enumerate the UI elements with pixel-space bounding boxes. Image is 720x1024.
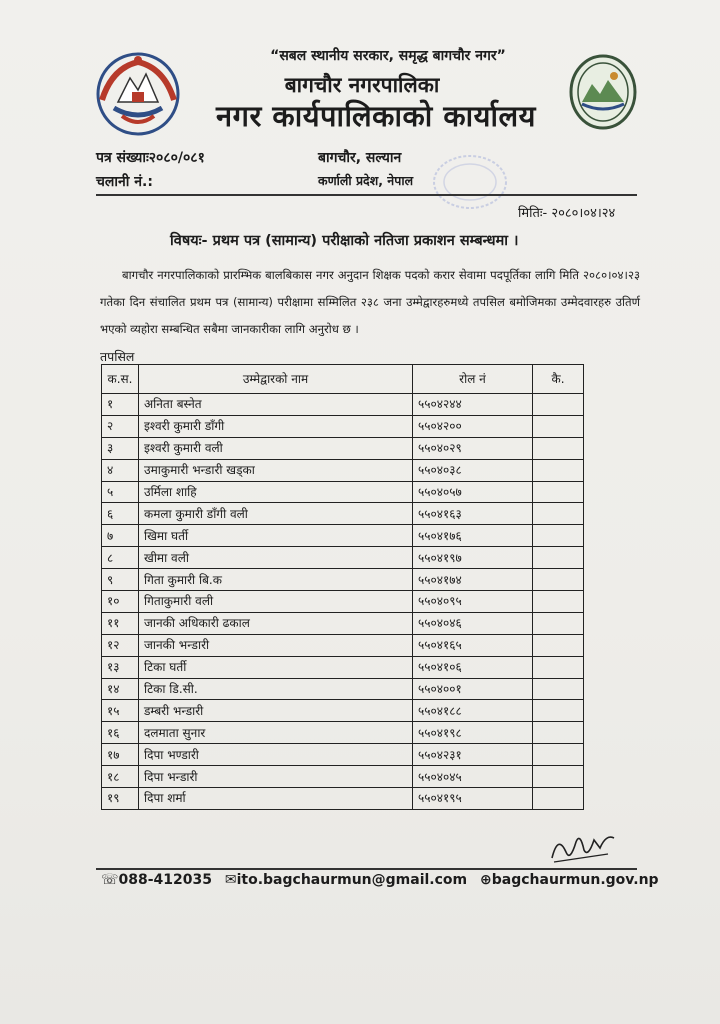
cell-name: दिपा भन्डारी: [139, 766, 413, 788]
cell-remark: [533, 612, 584, 634]
cell-remark: [533, 437, 584, 459]
place: बागचौर, सल्यान: [318, 150, 402, 166]
cell-name: दिपा भण्डारी: [139, 744, 413, 766]
cell-remark: [533, 459, 584, 481]
subject-line: विषयः- प्रथम पत्र (सामान्य) परीक्षाको नतिजा प्रकाशन सम्बन्धमा ।: [170, 233, 519, 249]
header-name: उम्मेद्वारको नाम: [139, 365, 413, 394]
table-row: [102, 678, 584, 700]
cell-remark: [533, 634, 584, 656]
letter-number: पत्र संख्याः२०८०/०८१: [96, 150, 205, 166]
cell-remark: [533, 678, 584, 700]
cell-roll: ५५०४२४४: [413, 394, 533, 416]
cell-roll: ५५०४०५७: [413, 481, 533, 503]
cell-roll: ५५०४०४५: [413, 766, 533, 788]
cell-roll: ५५०४१६३: [413, 503, 533, 525]
table-row: [102, 766, 584, 788]
cell-remark: [533, 525, 584, 547]
cell-serial: १७: [102, 744, 139, 766]
municipality-seal-icon: [568, 52, 638, 132]
slogan: “सबल स्थानीय सरकार, समृद्ध बागचौर नगर”: [270, 48, 506, 64]
cell-roll: ५५०४१७४: [413, 569, 533, 591]
cell-remark: [533, 394, 584, 416]
cell-serial: १५: [102, 700, 139, 722]
cell-roll: ५५०४०४६: [413, 612, 533, 634]
cell-roll: ५५०४००१: [413, 678, 533, 700]
cell-name: दिपा शर्मा: [139, 788, 413, 810]
cell-serial: १०: [102, 591, 139, 613]
office-stamp-icon: [430, 152, 510, 212]
body-text: बागचौर नगरपालिकाको प्रारम्भिक बालबिकास नगर अनुदान शिक्षक पदको करार सेवामा पदपूर्तिका लागि मिति २०८०।०४।२३ गतेका दिन संचालित प्रथम पत्र (सामान्य) परीक्षामा सम्मिलित २३८ जना उम्मेद्वारहरुमध्ये तपसिल बमोजिमका उम्मेदवारहरु उतिर्ण भएको व्यहोरा सम्बन्धित सबैमा जानकारीका लागि अनुरोध छ ।: [100, 268, 640, 336]
table-row: [102, 591, 584, 613]
body-paragraph: [100, 262, 640, 343]
cell-name: कमला कुमारी डाँगी वली: [139, 503, 413, 525]
cell-remark: [533, 591, 584, 613]
cell-roll: ५५०४०२९: [413, 437, 533, 459]
cell-name: गिता कुमारी बि.क: [139, 569, 413, 591]
phone-icon: ☏: [101, 872, 119, 888]
cell-remark: [533, 788, 584, 810]
table-row: [102, 394, 584, 416]
cell-name: खीमा वली: [139, 547, 413, 569]
cell-serial: ९: [102, 569, 139, 591]
table-row: [102, 700, 584, 722]
cell-roll: ५५०४२००: [413, 415, 533, 437]
cell-serial: ४: [102, 459, 139, 481]
table-row: [102, 415, 584, 437]
cell-name: उमाकुमारी भन्डारी खड्का: [139, 459, 413, 481]
cell-serial: ८: [102, 547, 139, 569]
cell-serial: ११: [102, 612, 139, 634]
table-row: [102, 437, 584, 459]
cell-roll: ५५०४१०६: [413, 656, 533, 678]
cell-name: गिताकुमारी वली: [139, 591, 413, 613]
cell-roll: ५५०४१६५: [413, 634, 533, 656]
cell-serial: १२: [102, 634, 139, 656]
cell-remark: [533, 569, 584, 591]
cell-name: अनिता बस्नेत: [139, 394, 413, 416]
letter-date: मितिः- २०८०।०४।२४: [518, 206, 616, 221]
tapsil-label: तपसिल: [100, 349, 135, 364]
dispatch-number: चलानी नं.:: [96, 174, 153, 190]
cell-name: डम्बरी भन्डारी: [139, 700, 413, 722]
cell-roll: ५५०४१७६: [413, 525, 533, 547]
cell-name: टिका घर्ती: [139, 656, 413, 678]
province: कर्णाली प्रदेश, नेपाल: [318, 173, 414, 188]
cell-remark: [533, 656, 584, 678]
footer-contacts: [101, 872, 659, 888]
phone-number: 088-412035: [118, 872, 212, 888]
table-row: [102, 744, 584, 766]
table-body: [102, 394, 584, 810]
cell-serial: १९: [102, 788, 139, 810]
table-header-row: [102, 365, 584, 394]
office-title: नगर कार्यपालिकाको कार्यालय: [216, 99, 536, 133]
cell-name: खिमा घर्ती: [139, 525, 413, 547]
cell-remark: [533, 547, 584, 569]
header-divider: [96, 194, 637, 196]
cell-serial: १८: [102, 766, 139, 788]
table-row: [102, 525, 584, 547]
cell-serial: २: [102, 415, 139, 437]
cell-serial: ६: [102, 503, 139, 525]
signature-icon: [548, 828, 618, 868]
cell-name: इश्वरी कुमारी वली: [139, 437, 413, 459]
table-row: [102, 656, 584, 678]
cell-name: उर्मिला शाहि: [139, 481, 413, 503]
website: bagchaurmun.gov.np: [491, 872, 659, 888]
cell-remark: [533, 700, 584, 722]
cell-roll: ५५०४१९८: [413, 722, 533, 744]
cell-roll: ५५०४०९५: [413, 591, 533, 613]
cell-serial: १३: [102, 656, 139, 678]
cell-serial: १: [102, 394, 139, 416]
cell-roll: ५५०४२३१: [413, 744, 533, 766]
globe-icon: ⊕: [480, 872, 492, 888]
table-row: [102, 547, 584, 569]
table-row: [102, 788, 584, 810]
cell-roll: ५५०४०३८: [413, 459, 533, 481]
footer-divider: [96, 868, 637, 870]
cell-serial: १६: [102, 722, 139, 744]
table-row: [102, 722, 584, 744]
cell-name: दलमाता सुनार: [139, 722, 413, 744]
cell-remark: [533, 766, 584, 788]
results-table: [101, 364, 584, 810]
municipality-name: बागचौर नगरपालिका: [284, 73, 440, 97]
cell-remark: [533, 744, 584, 766]
header-roll: रोल नं: [413, 365, 533, 394]
cell-roll: ५५०४१९७: [413, 547, 533, 569]
mail-icon: ✉: [224, 872, 237, 888]
cell-name: जानकी अधिकारी ढकाल: [139, 612, 413, 634]
header-serial: क.स.: [102, 365, 139, 394]
cell-name: जानकी भन्डारी: [139, 634, 413, 656]
table-row: [102, 481, 584, 503]
cell-roll: ५५०४१८८: [413, 700, 533, 722]
cell-serial: १४: [102, 678, 139, 700]
header-remark: कै.: [533, 365, 584, 394]
cell-remark: [533, 503, 584, 525]
cell-name: टिका डि.सी.: [139, 678, 413, 700]
cell-serial: ३: [102, 437, 139, 459]
email-address: ito.bagchaurmun@gmail.com: [236, 872, 468, 888]
table-row: [102, 569, 584, 591]
cell-serial: ७: [102, 525, 139, 547]
cell-remark: [533, 722, 584, 744]
cell-serial: ५: [102, 481, 139, 503]
table-row: [102, 612, 584, 634]
cell-remark: [533, 481, 584, 503]
table-row: [102, 459, 584, 481]
nepal-emblem-icon: [92, 48, 184, 138]
cell-roll: ५५०४१९५: [413, 788, 533, 810]
cell-name: इश्वरी कुमारी डाँगी: [139, 415, 413, 437]
cell-remark: [533, 415, 584, 437]
table-row: [102, 503, 584, 525]
table-row: [102, 634, 584, 656]
